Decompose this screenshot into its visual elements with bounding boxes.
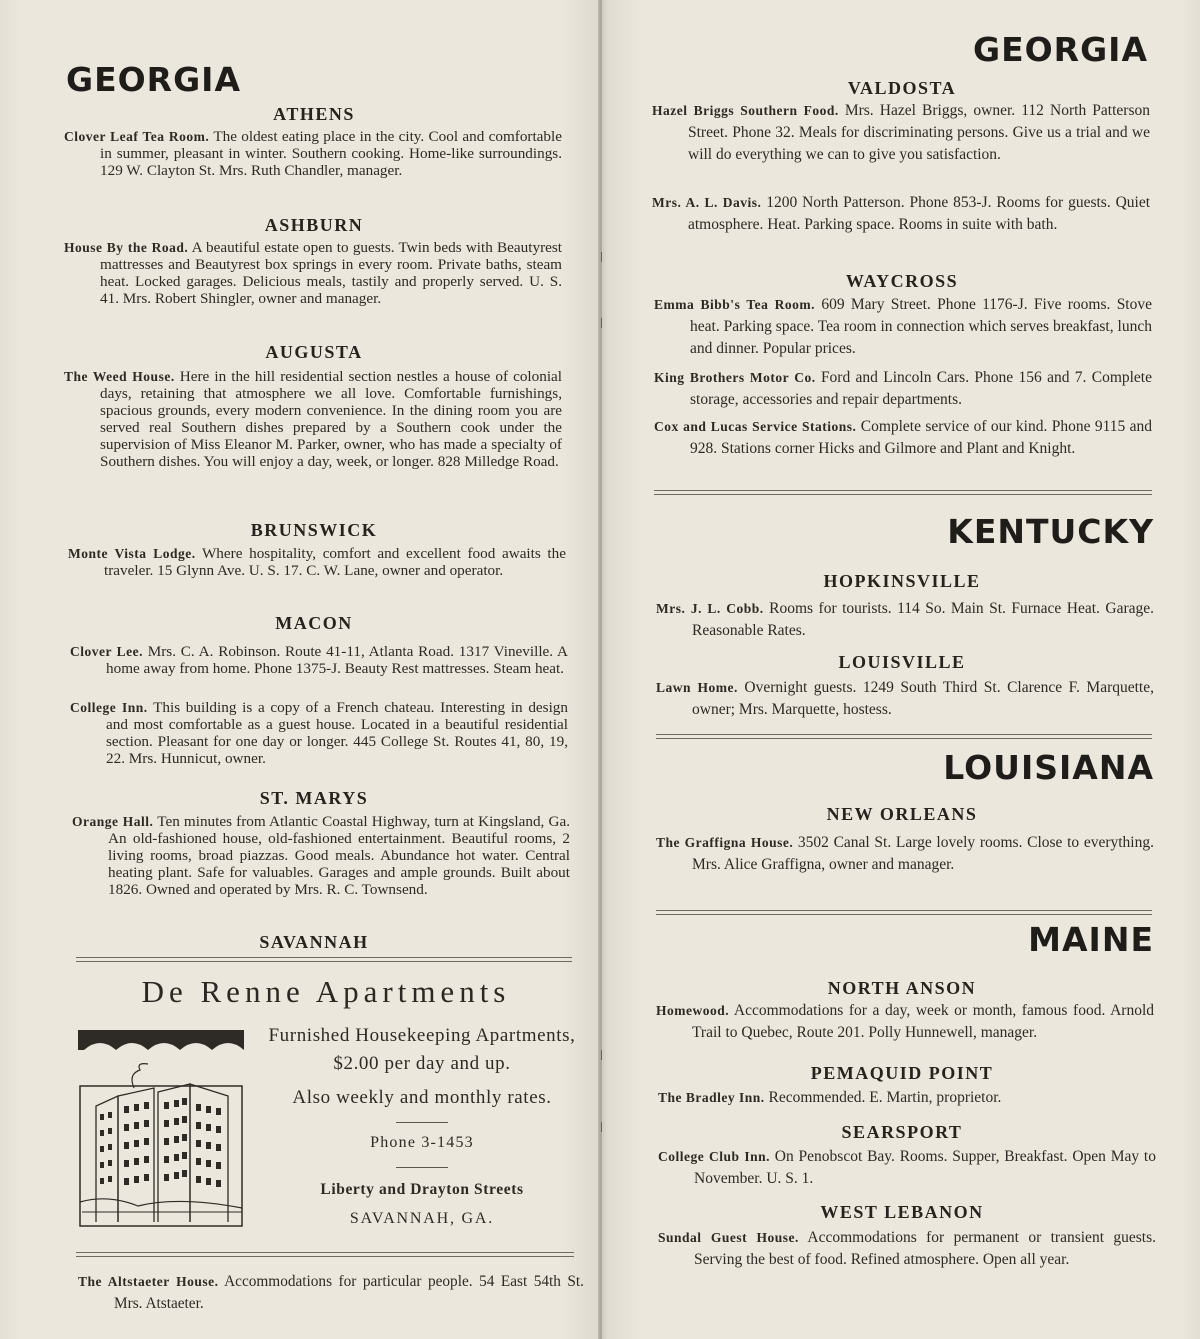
listing-text: 1200 North Patterson. Phone 853-J. Rooms for guests. Quiet atmosphere. Heat. Parking space. Rooms in suite with bath. bbox=[688, 194, 1151, 233]
apartment-building-illustration bbox=[78, 1026, 244, 1230]
divider-rule bbox=[654, 490, 1152, 495]
listing-entry bbox=[652, 192, 1150, 236]
city-heading-pemaquid-point: PEMAQUID POINT bbox=[810, 1063, 994, 1083]
listing-entry bbox=[64, 128, 562, 179]
listing-text: Accommodations for permanent or transient guests. Serving the best of food. Refined atmosphere. Open all year. bbox=[694, 1229, 1156, 1268]
listing-entry bbox=[656, 1000, 1154, 1044]
listing-entry bbox=[658, 1146, 1156, 1190]
city-heading-west-lebanon: WEST LEBANON bbox=[820, 1202, 984, 1222]
listing-text: Accommodations for particular people. 54 East 54th St. Mrs. Atstaeter. bbox=[114, 1273, 584, 1312]
ad-address: Liberty and Drayton Streets bbox=[320, 1181, 524, 1198]
listing-name: Mrs. A. L. Davis. bbox=[652, 195, 762, 210]
ad-rates-line: Also weekly and monthly rates. bbox=[292, 1087, 552, 1108]
city-heading-augusta: AUGUSTA bbox=[265, 342, 363, 362]
listing-text: Mrs. C. A. Robinson. Route 41-11, Atlanta Road. 1317 Vineville. A home away from home. Phone 1375-J. Beauty Rest mattresses. Steam heat. bbox=[106, 643, 568, 677]
listing-name: Clover Leaf Tea Room. bbox=[64, 129, 210, 144]
divider-rule bbox=[656, 910, 1152, 915]
listing-entry bbox=[654, 416, 1152, 460]
state-heading-maine: MAINE bbox=[1028, 920, 1154, 959]
divider-rule bbox=[76, 1252, 574, 1257]
listing-name: House By the Road. bbox=[64, 240, 189, 255]
state-heading-louisiana: LOUISIANA bbox=[943, 748, 1154, 787]
ad-phone: Phone 3-1453 bbox=[370, 1134, 474, 1151]
listing-name: College Club Inn. bbox=[658, 1149, 770, 1164]
ad-separator bbox=[396, 1122, 448, 1123]
city-heading-waycross: WAYCROSS bbox=[845, 271, 959, 291]
city-heading-new-orleans: NEW ORLEANS bbox=[826, 804, 978, 824]
divider-rule bbox=[76, 957, 572, 962]
listing-entry bbox=[656, 598, 1154, 642]
city-heading-athens: ATHENS bbox=[273, 104, 355, 124]
city-heading-savannah: SAVANNAH bbox=[259, 932, 369, 952]
listing-entry bbox=[654, 294, 1152, 360]
city-heading-macon: MACON bbox=[275, 613, 353, 633]
listing-name: College Inn. bbox=[70, 700, 148, 715]
listing-text: Where hospitality, comfort and excellent food awaits the traveler. 15 Glynn Ave. U. S. 17. C. W. Lane, owner and operator. bbox=[104, 545, 566, 579]
listing-text: Accommodations for a day, week or month, famous food. Arnold Trail to Quebec, Route 201. Polly Hunnewell, manager. bbox=[692, 1002, 1154, 1041]
listing-entry bbox=[68, 545, 566, 579]
city-heading-north-anson: NORTH ANSON bbox=[827, 978, 977, 998]
listing-text: 3502 Canal St. Large lovely rooms. Close to everything. Mrs. Alice Graffigna, owner and manager. bbox=[692, 834, 1154, 873]
listing-entry bbox=[656, 832, 1154, 876]
listing-text: The oldest eating place in the city. Cool and comfortable in summer, pleasant in winter. Southern cooking. Home-like surroundings. 129 W. Clayton St. Mrs. Ruth Chandler, manager. bbox=[100, 128, 562, 179]
city-heading-louisville: LOUISVILLE bbox=[838, 652, 966, 672]
listing-text: Here in the hill residential section nestles a house of colonial days, retaining that atmosphere we all love. Comfortable furnishings, spacious grounds, every modern convenience. In the dining room you are served real Southern dishes prepared by a Southern cook under the supervision of Miss Eleanor M. Parker, owner, who has made a specialty of Southern dishes. You will enjoy a day, week, or longer. 828 Milledge Road. bbox=[100, 368, 562, 470]
listing-name: The Weed House. bbox=[64, 369, 175, 384]
listing-text: Mrs. Hazel Briggs, owner. 112 North Patterson Street. Phone 32. Meals for discriminating persons. Give us a trial and we will do everything we can to give you satisfaction. bbox=[688, 102, 1150, 163]
listing-text: Rooms for tourists. 114 So. Main St. Furnace Heat. Garage. Reasonable Rates. bbox=[692, 600, 1154, 639]
ad-apartments-line: Furnished Housekeeping Apartments, $2.00 per day and up. bbox=[268, 1025, 576, 1074]
listing-entry bbox=[654, 367, 1152, 411]
listing-entry bbox=[64, 239, 562, 307]
listing-name: Monte Vista Lodge. bbox=[68, 546, 196, 561]
listing-name: Hazel Briggs Southern Food. bbox=[652, 103, 839, 118]
state-heading-georgia: GEORGIA bbox=[973, 30, 1148, 69]
listing-name: Lawn Home. bbox=[656, 680, 738, 695]
listing-entry bbox=[70, 699, 568, 767]
listing-entry bbox=[658, 1227, 1156, 1271]
listing-text: This building is a copy of a French chateau. Interesting in design and most comfortable as a guest house. Located in a beautiful residential section. Pleasant for one day or longer. 445 College St. Routes 41, 80, 19, 22. Mrs. Hunnicut, owner. bbox=[106, 699, 568, 767]
right-page bbox=[602, 0, 1200, 1339]
divider-rule bbox=[656, 734, 1152, 739]
city-heading-valdosta: VALDOSTA bbox=[847, 78, 957, 98]
ad-separator bbox=[396, 1167, 448, 1168]
city-heading-brunswick: BRUNSWICK bbox=[250, 520, 378, 540]
listing-entry bbox=[70, 643, 568, 677]
listing-entry bbox=[78, 1271, 584, 1315]
listing-entry bbox=[64, 368, 562, 470]
listing-entry bbox=[72, 813, 570, 898]
listing-name: The Altstaeter House. bbox=[78, 1274, 219, 1289]
ad-city: SAVANNAH, GA. bbox=[349, 1210, 495, 1227]
ad-title: De Renne Apartments bbox=[141, 974, 511, 1009]
listing-name: Cox and Lucas Service Stations. bbox=[654, 419, 857, 434]
listing-text: Overnight guests. 1249 South Third St. Clarence F. Marquette, owner; Mrs. Marquette, hostess. bbox=[692, 679, 1154, 718]
state-heading-kentucky: KENTUCKY bbox=[947, 512, 1154, 551]
listing-name: Homewood. bbox=[656, 1003, 730, 1018]
city-heading-searsport: SEARSPORT bbox=[841, 1122, 963, 1142]
listing-name: Emma Bibb's Tea Room. bbox=[654, 297, 816, 312]
listing-name: Sundal Guest House. bbox=[658, 1230, 799, 1245]
listing-name: Orange Hall. bbox=[72, 814, 154, 829]
state-heading-georgia: GEORGIA bbox=[66, 60, 241, 99]
listing-text: Complete service of our kind. Phone 9115 and 928. Stations corner Hicks and Gilmore and Plant and Knight. bbox=[690, 418, 1153, 457]
listing-name: The Graffigna House. bbox=[656, 835, 794, 850]
listing-name: The Bradley Inn. bbox=[658, 1090, 765, 1105]
listing-text: Recommended. E. Martin, proprietor. bbox=[764, 1089, 1002, 1106]
listing-text: A beautiful estate open to guests. Twin beds with Beautyrest mattresses and Beautyrest box springs in every room. Private baths, steam heat. Locked garages. Delicious meals, tastily and properly served. U. S. 41. Mrs. Robert Shingler, owner and manager. bbox=[100, 239, 562, 307]
city-heading-hopkinsville: HOPKINSVILLE bbox=[823, 571, 981, 591]
listing-entry bbox=[652, 100, 1150, 166]
listing-entry bbox=[656, 677, 1154, 721]
listing-name: Mrs. J. L. Cobb. bbox=[656, 601, 764, 616]
listing-entry bbox=[658, 1087, 1156, 1109]
listing-text: Ten minutes from Atlantic Coastal Highway, turn at Kingsland, Ga. An old-fashioned house, old-fashioned entertainment. Beautiful rooms, 2 living rooms, broad piazzas. Good meals. Abundance hot water. Central heating plant. Safe for valuables. Garages and ample grounds. Built about 1826. Owned and operated by Mrs. R. C. Townsend. bbox=[108, 813, 570, 898]
city-heading-ashburn: ASHBURN bbox=[264, 215, 364, 235]
listing-name: King Brothers Motor Co. bbox=[654, 370, 816, 385]
listing-text: 609 Mary Street. Phone 1176-J. Five rooms. Stove heat. Parking space. Tea room in connection which serves breakfast, lunch and dinner. Popular prices. bbox=[690, 296, 1152, 357]
city-heading-st-marys: ST. MARYS bbox=[259, 788, 369, 808]
listing-text: On Penobscot Bay. Rooms. Supper, Breakfast. Open May to November. U. S. 1. bbox=[694, 1148, 1156, 1187]
listing-name: Clover Lee. bbox=[70, 644, 143, 659]
listing-text: Ford and Lincoln Cars. Phone 156 and 7. Complete storage, accessories and repair departments. bbox=[690, 369, 1152, 408]
